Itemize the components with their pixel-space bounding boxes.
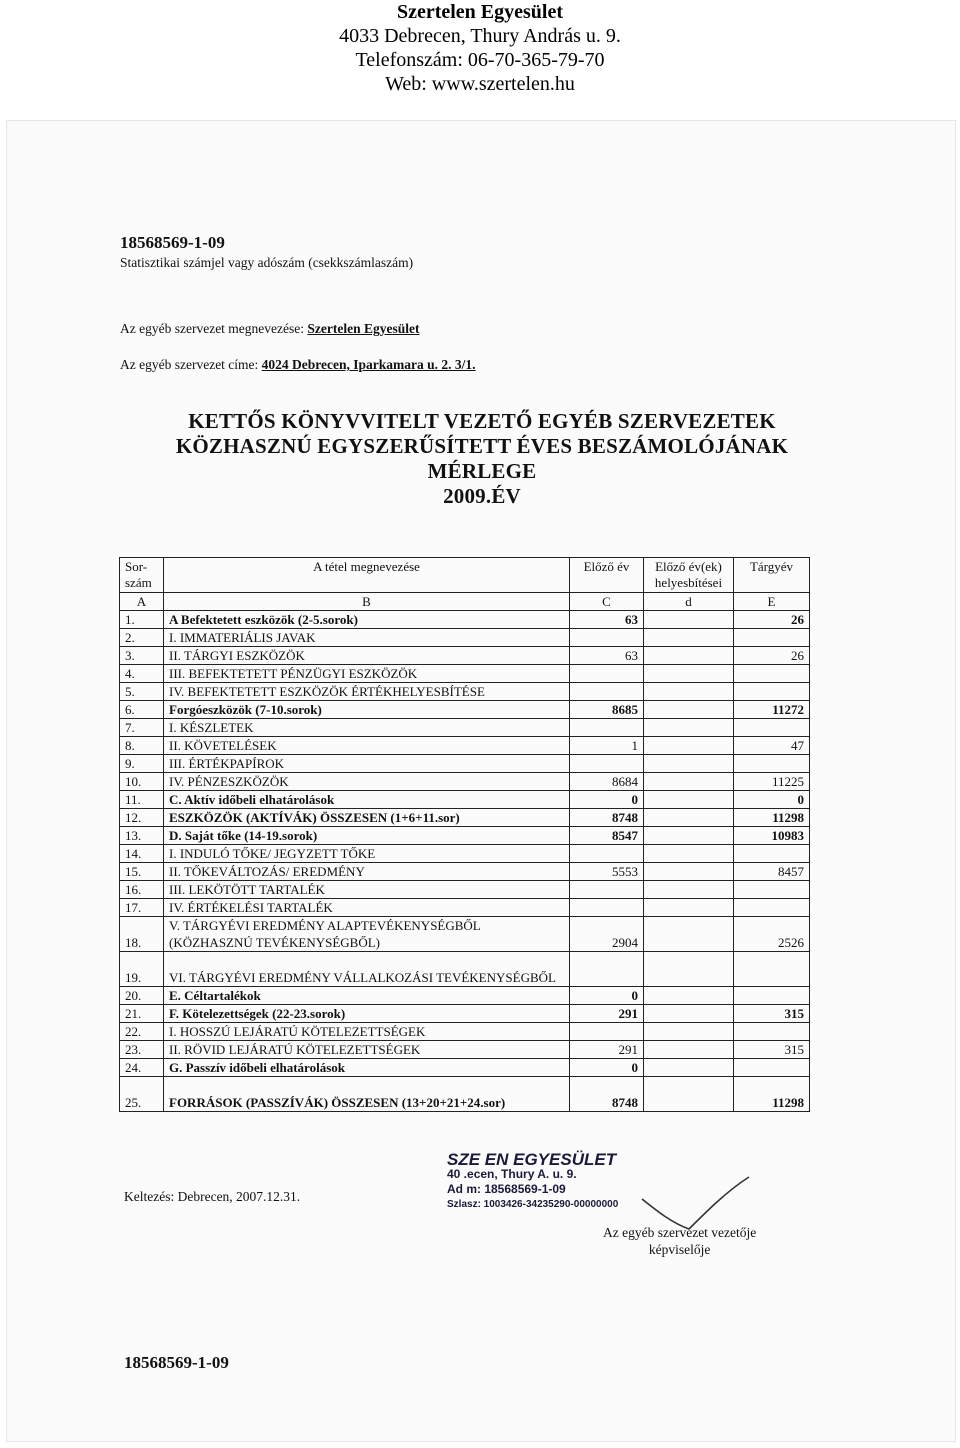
row-number: 15. (120, 863, 164, 881)
row-name: C. Aktív időbeli elhatárolások (164, 791, 570, 809)
doc-title-line3: MÉRLEGE (427, 459, 537, 483)
letter-d: d (644, 593, 734, 611)
row-correction (644, 1077, 734, 1112)
row-name: FORRÁSOK (PASSZÍVÁK) ÖSSZESEN (13+20+21+24.sor) (164, 1077, 570, 1112)
row-name: A Befektetett eszközök (2-5.sorok) (164, 611, 570, 629)
row-number: 23. (120, 1041, 164, 1059)
row-number: 12. (120, 809, 164, 827)
row-current-year (734, 845, 810, 863)
table-row (120, 719, 810, 737)
row-number: 14. (120, 845, 164, 863)
row-number: 2. (120, 629, 164, 647)
table-letter-row (120, 593, 810, 611)
row-correction (644, 755, 734, 773)
row-number: 22. (120, 1023, 164, 1041)
row-previous-year: 291 (570, 1041, 644, 1059)
row-correction (644, 611, 734, 629)
row-correction (644, 952, 734, 987)
org-address-value: 4024 Debrecen, Iparkamara u. 2. 3/1. (261, 357, 476, 372)
row-current-year (734, 719, 810, 737)
org-name-value: Szertelen Egyesület (307, 321, 420, 336)
row-correction (644, 737, 734, 755)
letterhead-org-name: Szertelen Egyesület (396, 1, 564, 23)
row-current-year: 11298 (734, 1077, 810, 1112)
doc-title-line4: 2009.ÉV (443, 484, 521, 508)
table-row (120, 755, 810, 773)
row-number: 3. (120, 647, 164, 665)
row-previous-year: 0 (570, 791, 644, 809)
table-row (120, 863, 810, 881)
table-body (120, 611, 810, 1112)
table-row (120, 827, 810, 845)
row-number: 8. (120, 737, 164, 755)
row-correction (644, 647, 734, 665)
row-current-year (734, 629, 810, 647)
row-correction (644, 773, 734, 791)
row-name: II. TŐKEVÁLTOZÁS/ EREDMÉNY (164, 863, 570, 881)
row-previous-year: 0 (570, 987, 644, 1005)
tax-id-caption: Statisztikai számjel vagy adószám (csekkszámlaszám) (120, 255, 414, 270)
row-number: 19. (120, 952, 164, 987)
signature-caption-line1: Az egyéb szervezet vezetője (603, 1225, 757, 1240)
row-name: III. LEKÖTÖTT TARTALÉK (164, 881, 570, 899)
row-current-year: 8457 (734, 863, 810, 881)
row-current-year (734, 755, 810, 773)
table-row (120, 952, 810, 987)
row-name: I. KÉSZLETEK (164, 719, 570, 737)
row-name: II. TÁRGYI ESZKÖZÖK (164, 647, 570, 665)
row-name: I. INDULÓ TŐKE/ JEGYZETT TŐKE (164, 845, 570, 863)
letter-b: B (164, 593, 570, 611)
row-name: I. HOSSZÚ LEJÁRATÚ KÖTELEZETTSÉGEK (164, 1023, 570, 1041)
row-number: 5. (120, 683, 164, 701)
header-helyesbites: Előző év(ek) helyesbítései (644, 558, 734, 593)
row-previous-year: 63 (570, 611, 644, 629)
table-row (120, 1041, 810, 1059)
table-row (120, 1077, 810, 1112)
row-correction (644, 845, 734, 863)
row-name: G. Passzív időbeli elhatárolások (164, 1059, 570, 1077)
row-name: D. Saját tőke (14-19.sorok) (164, 827, 570, 845)
header-targyev: Tárgyév (734, 558, 810, 593)
row-correction (644, 665, 734, 683)
row-previous-year: 8748 (570, 1077, 644, 1112)
row-number: 13. (120, 827, 164, 845)
stamp-line1: 40 .ecen, Thury A. u. 9. (447, 1167, 577, 1181)
table-row (120, 665, 810, 683)
row-correction (644, 791, 734, 809)
letter-c: C (570, 593, 644, 611)
row-current-year: 11298 (734, 809, 810, 827)
row-previous-year (570, 683, 644, 701)
org-address-label: Az egyéb szervezet címe: (120, 357, 262, 372)
signature-caption (603, 1224, 756, 1258)
row-current-year: 2526 (734, 917, 810, 952)
stamp-line3: Szlasz: 1003426-34235290-00000000 (447, 1199, 619, 1210)
doc-title-line2: KÖZHASZNÚ EGYSZERŰSÍTETT ÉVES BESZÁMOLÓJÁNAK (175, 434, 789, 458)
header-tetel: A tétel megnevezése (164, 558, 570, 593)
table-row (120, 683, 810, 701)
balance-sheet-table (119, 557, 810, 1112)
row-name: IV. ÉRTÉKELÉSI TARTALÉK (164, 899, 570, 917)
row-number: 17. (120, 899, 164, 917)
row-name: F. Kötelezettségek (22-23.sorok) (164, 1005, 570, 1023)
row-name: V. TÁRGYÉVI EREDMÉNY ALAPTEVÉKENYSÉGBŐL (KÖZHASZNÚ TEVÉKENYSÉGBŐL) (164, 917, 570, 952)
table-row (120, 791, 810, 809)
table-row (120, 647, 810, 665)
row-name: Forgóeszközök (7-10.sorok) (164, 701, 570, 719)
org-address-line (120, 357, 476, 373)
row-current-year (734, 952, 810, 987)
table-row (120, 701, 810, 719)
row-correction (644, 1041, 734, 1059)
scanned-document (6, 120, 956, 1442)
row-previous-year (570, 629, 644, 647)
row-current-year: 0 (734, 791, 810, 809)
row-correction (644, 683, 734, 701)
row-current-year: 315 (734, 1041, 810, 1059)
row-previous-year (570, 881, 644, 899)
row-previous-year: 8685 (570, 701, 644, 719)
stamp-title: SZE EN EGYESÜLET (447, 1150, 617, 1169)
row-number: 7. (120, 719, 164, 737)
row-number: 4. (120, 665, 164, 683)
row-correction (644, 1059, 734, 1077)
row-current-year (734, 899, 810, 917)
row-current-year: 11225 (734, 773, 810, 791)
org-name-label: Az egyéb szervezet megnevezése: (120, 321, 308, 336)
row-previous-year: 8684 (570, 773, 644, 791)
row-number: 20. (120, 987, 164, 1005)
letterhead (0, 0, 960, 96)
bottom-tax-id: 18568569-1-09 (124, 1353, 229, 1372)
row-previous-year (570, 845, 644, 863)
table-row (120, 987, 810, 1005)
table-header-row (120, 558, 810, 593)
row-name: IV. PÉNZESZKÖZÖK (164, 773, 570, 791)
row-name: ESZKÖZÖK (AKTÍVÁK) ÖSSZESEN (1+6+11.sor) (164, 809, 570, 827)
row-correction (644, 719, 734, 737)
row-previous-year: 8748 (570, 809, 644, 827)
row-current-year: 26 (734, 611, 810, 629)
row-current-year (734, 683, 810, 701)
row-previous-year: 8547 (570, 827, 644, 845)
row-current-year (734, 665, 810, 683)
row-correction (644, 917, 734, 952)
row-correction (644, 987, 734, 1005)
row-correction (644, 863, 734, 881)
row-correction (644, 899, 734, 917)
row-number: 16. (120, 881, 164, 899)
row-name: III. ÉRTÉKPAPÍROK (164, 755, 570, 773)
table-row (120, 899, 810, 917)
row-previous-year: 291 (570, 1005, 644, 1023)
row-previous-year (570, 1023, 644, 1041)
table-row (120, 737, 810, 755)
letterhead-address: 4033 Debrecen, Thury András u. 9. (339, 25, 621, 47)
row-number: 21. (120, 1005, 164, 1023)
row-correction (644, 629, 734, 647)
doc-title-line1: KETTŐS KÖNYVVITELT VEZETŐ EGYÉB SZERVEZETEK (188, 409, 776, 433)
row-previous-year (570, 719, 644, 737)
date-line: Keltezés: Debrecen, 2007.12.31. (124, 1189, 301, 1204)
table-row (120, 917, 810, 952)
header-sorszam: Sor-szám (120, 558, 164, 593)
row-number: 6. (120, 701, 164, 719)
row-current-year (734, 1023, 810, 1041)
row-number: 9. (120, 755, 164, 773)
row-name: II. KÖVETELÉSEK (164, 737, 570, 755)
table-row (120, 1023, 810, 1041)
table-row (120, 611, 810, 629)
table-row (120, 773, 810, 791)
org-name-line (120, 321, 420, 337)
row-correction (644, 701, 734, 719)
tax-id: 18568569-1-09 (120, 233, 225, 252)
row-previous-year: 63 (570, 647, 644, 665)
table-row (120, 629, 810, 647)
letter-e: E (734, 593, 810, 611)
row-number: 18. (120, 917, 164, 952)
row-correction (644, 881, 734, 899)
letterhead-phone: Telefonszám: 06-70-365-79-70 (355, 49, 605, 71)
row-previous-year: 0 (570, 1059, 644, 1077)
row-previous-year: 1 (570, 737, 644, 755)
row-number: 24. (120, 1059, 164, 1077)
stamp-line2: Ad m: 18568569-1-09 (447, 1182, 566, 1196)
row-current-year (734, 881, 810, 899)
row-correction (644, 809, 734, 827)
row-current-year (734, 987, 810, 1005)
row-number: 11. (120, 791, 164, 809)
row-name: E. Céltartalékok (164, 987, 570, 1005)
table-row (120, 809, 810, 827)
row-previous-year: 5553 (570, 863, 644, 881)
row-current-year: 47 (734, 737, 810, 755)
row-name: III. BEFEKTETETT PÉNZÜGYI ESZKÖZÖK (164, 665, 570, 683)
row-current-year (734, 1059, 810, 1077)
row-correction (644, 1005, 734, 1023)
organization-stamp (447, 1152, 657, 1212)
table-row (120, 1005, 810, 1023)
row-previous-year (570, 665, 644, 683)
row-current-year: 11272 (734, 701, 810, 719)
row-previous-year: 2904 (570, 917, 644, 952)
row-correction (644, 827, 734, 845)
row-previous-year (570, 899, 644, 917)
row-correction (644, 1023, 734, 1041)
row-previous-year (570, 952, 644, 987)
row-name: VI. TÁRGYÉVI EREDMÉNY VÁLLALKOZÁSI TEVÉKENYSÉGBŐL (164, 952, 570, 987)
table-row (120, 845, 810, 863)
row-number: 25. (120, 1077, 164, 1112)
table-row (120, 1059, 810, 1077)
row-current-year: 10983 (734, 827, 810, 845)
row-previous-year (570, 755, 644, 773)
header-elozo-ev: Előző év (570, 558, 644, 593)
row-name: I. IMMATERIÁLIS JAVAK (164, 629, 570, 647)
row-current-year: 26 (734, 647, 810, 665)
row-name: II. RÖVID LEJÁRATÚ KÖTELEZETTSÉGEK (164, 1041, 570, 1059)
letterhead-web: Web: www.szertelen.hu (385, 73, 575, 95)
row-current-year: 315 (734, 1005, 810, 1023)
row-name: IV. BEFEKTETETT ESZKÖZÖK ÉRTÉKHELYESBÍTÉSE (164, 683, 570, 701)
table-row (120, 881, 810, 899)
letter-a: A (120, 593, 164, 611)
row-number: 10. (120, 773, 164, 791)
signature-caption-line2: képviselője (648, 1242, 711, 1257)
row-number: 1. (120, 611, 164, 629)
